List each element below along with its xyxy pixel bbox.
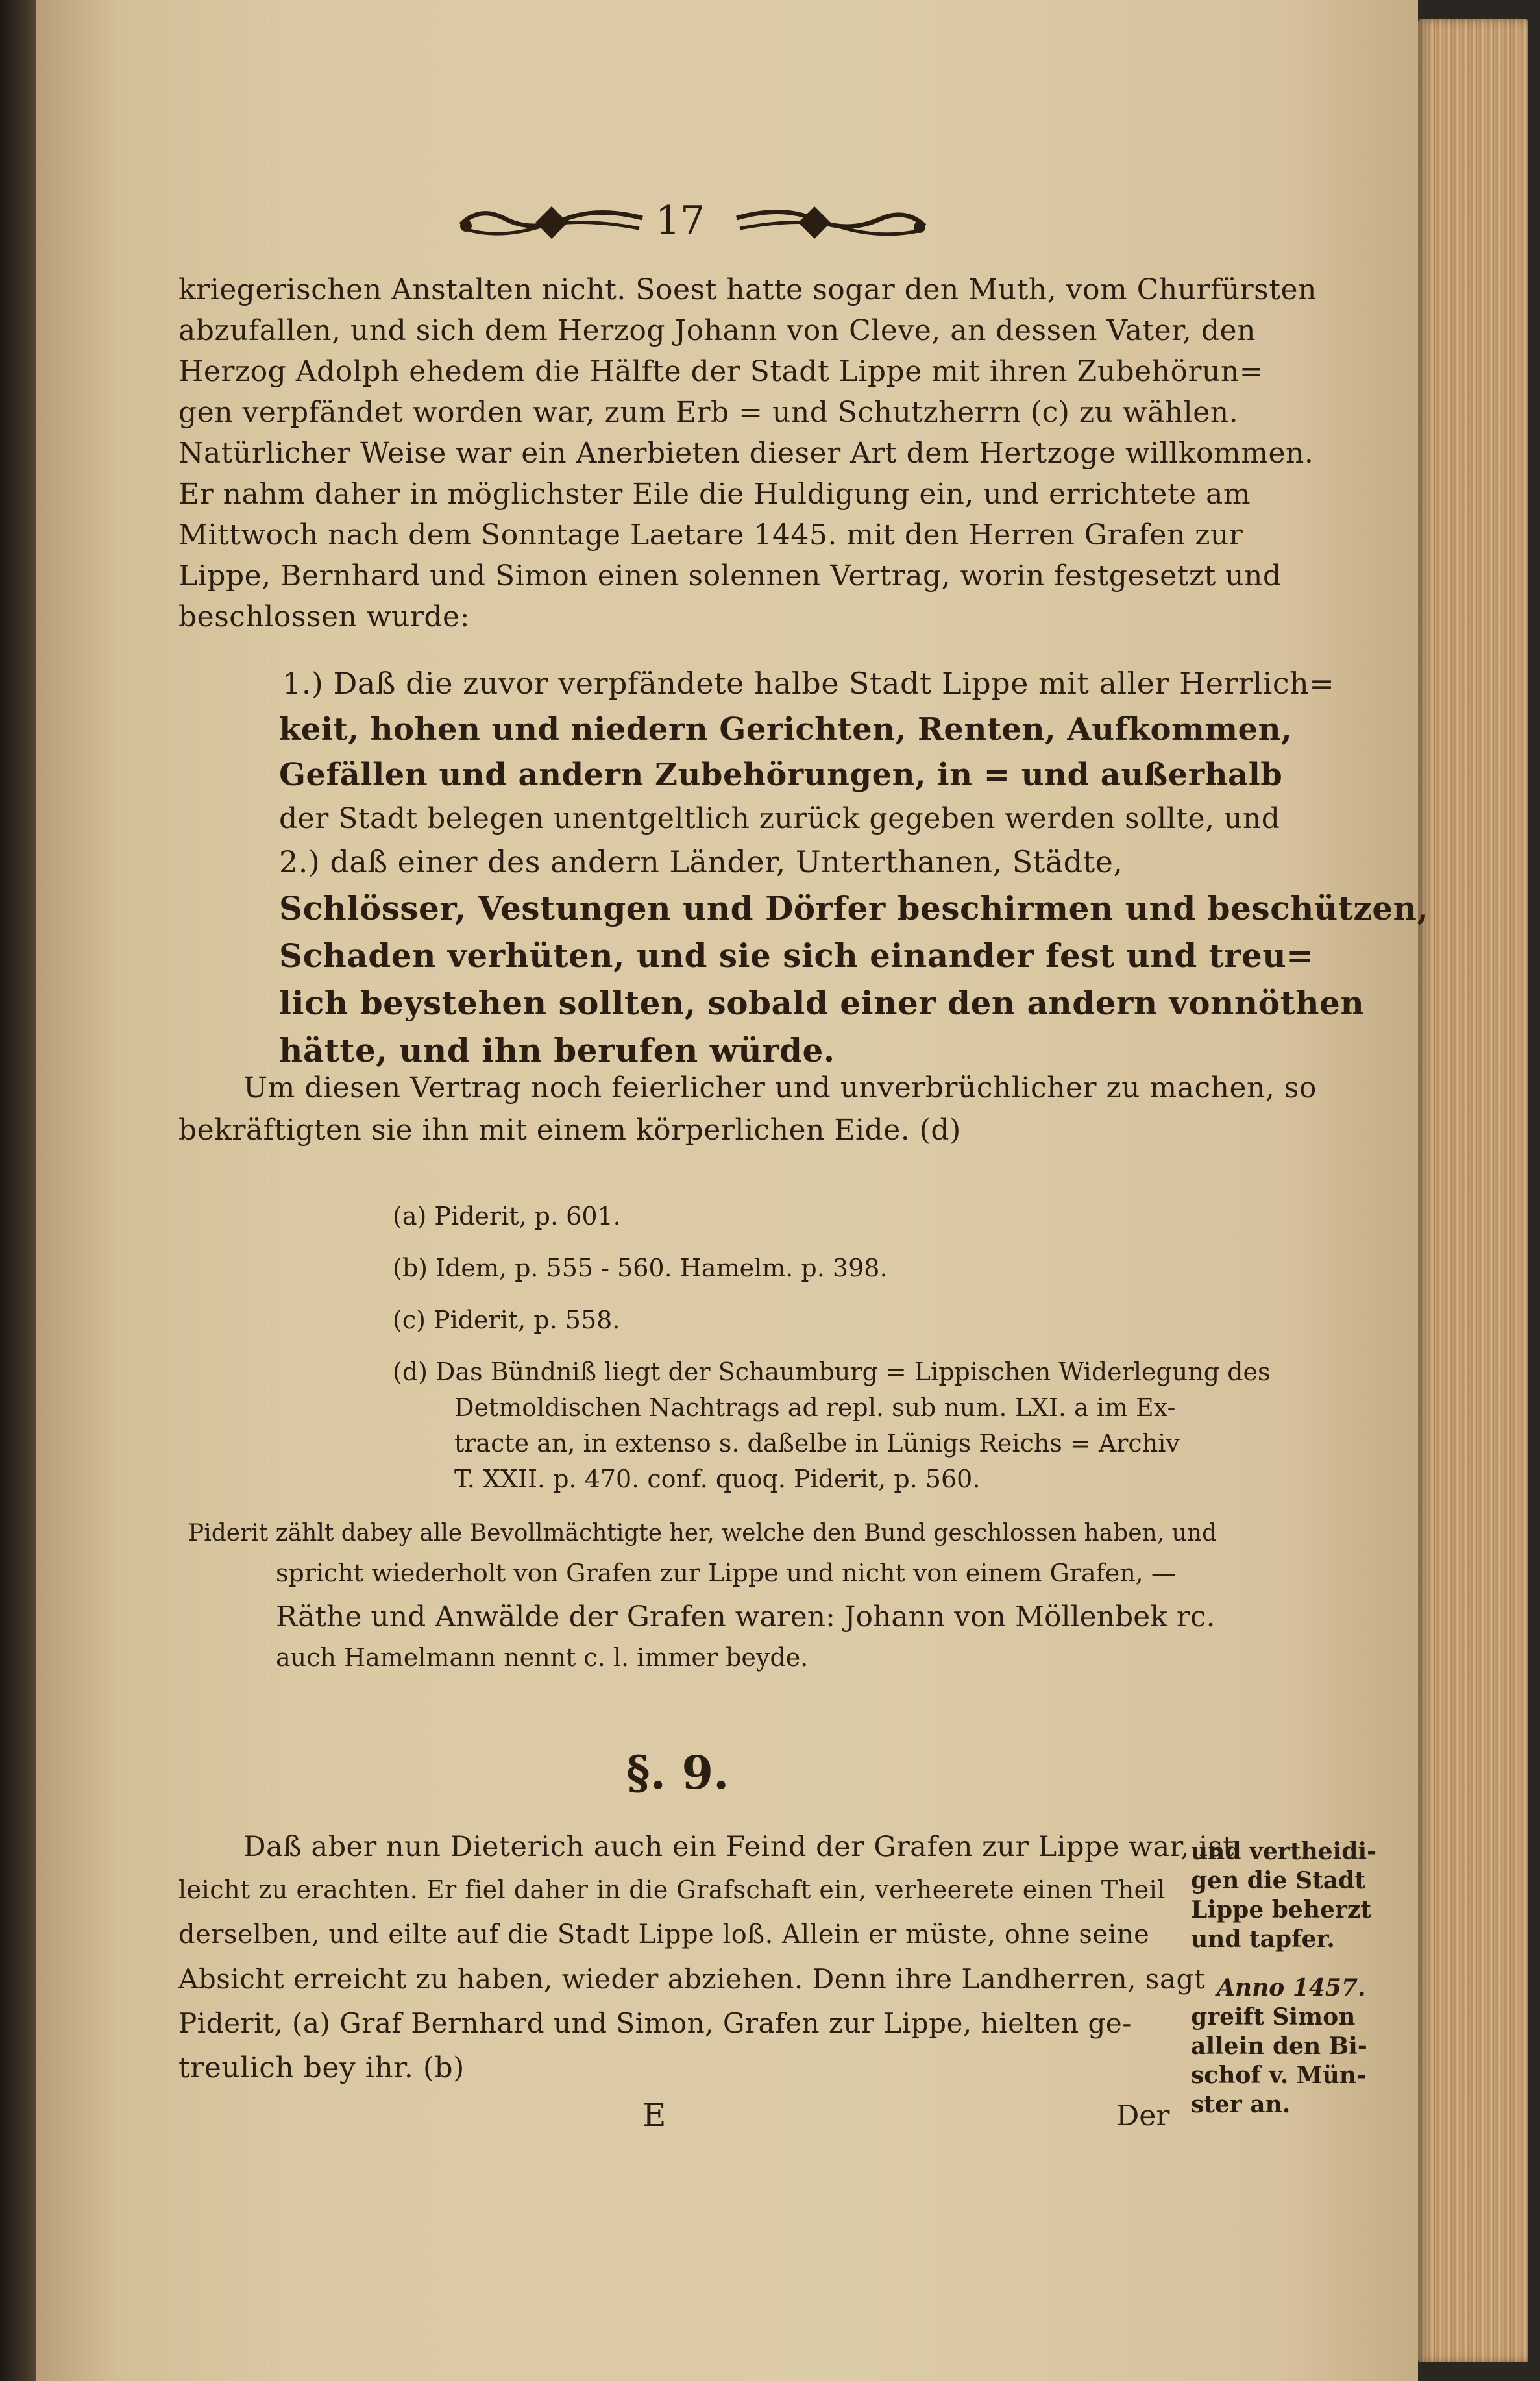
header-ornament-right — [730, 200, 931, 245]
main-text-line: beschlossen wurde: — [178, 600, 470, 633]
section-heading: §. 9. — [626, 1746, 729, 1800]
book-gutter — [0, 0, 39, 2381]
margin-note-line: und tapfer. — [1191, 1925, 1335, 1953]
section-text-line: leicht zu erachten. Er fiel daher in die Grafschaft ein, verheerete einen Theil — [178, 1875, 1166, 1904]
main-text-line: Natürlicher Weise war ein Anerbieten dieser Art dem Hertzoge willkommen. — [178, 437, 1314, 470]
closing-line: bekräftigten sie ihn mit einem körperlichen Eide. (d) — [178, 1114, 961, 1147]
main-text-line: Lippe, Bernhard und Simon einen solennen Vertrag, worin festgesetzt und — [178, 559, 1282, 592]
treaty-line: Gefällen und andern Zubehörungen, in = und außerhalb — [279, 757, 1283, 793]
margin-note-line: greift Simon — [1191, 2003, 1356, 2031]
note-line: Räthe und Anwälde der Grafen waren: Johann von Möllenbek rc. — [276, 1600, 1216, 1633]
page-number: 17 — [655, 198, 705, 243]
section-text-line: Absicht erreicht zu haben, wieder abziehen. Denn ihre Landherren, sagt — [178, 1963, 1206, 1995]
header-ornament-left — [454, 200, 649, 245]
footnote-d-cont: T. XXII. p. 470. conf. quoq. Piderit, p. 560. — [454, 1465, 981, 1493]
main-text-line: kriegerischen Anstalten nicht. Soest hatte sogar den Muth, vom Churfürsten — [178, 273, 1317, 306]
treaty-line: Schaden verhüten, und sie sich einander fest und treu= — [279, 936, 1314, 975]
note-line: auch Hamelmann nennt c. l. immer beyde. — [276, 1643, 809, 1672]
footnote-c: (c) Piderit, p. 558. — [393, 1306, 620, 1334]
section-text-line: Piderit, (a) Graf Bernhard und Simon, Grafen zur Lippe, hielten ge- — [178, 2007, 1132, 2039]
page-edges — [1418, 19, 1528, 2362]
section-text-line: Daß aber nun Dieterich auch ein Feind der Grafen zur Lippe war, ist — [243, 1831, 1234, 1863]
main-text-line: gen verpfändet worden war, zum Erb = und Schutzherrn (c) zu wählen. — [178, 396, 1239, 429]
catchword: Der — [1116, 2099, 1170, 2132]
margin-note-line: allein den Bi- — [1191, 2033, 1367, 2060]
footnote-a: (a) Piderit, p. 601. — [393, 1202, 621, 1230]
section-text-line: derselben, und eilte auf die Stadt Lippe loß. Allein er müste, ohne seine — [178, 1920, 1150, 1949]
closing-line: Um diesen Vertrag noch feierlicher und unverbrüchlicher zu machen, so — [243, 1071, 1317, 1105]
margin-note-line: ster an. — [1191, 2091, 1291, 2118]
margin-note-line: Anno 1457. — [1217, 1974, 1366, 2001]
footnote-d-cont: Detmoldischen Nachtrags ad repl. sub num. LXI. a im Ex- — [454, 1393, 1176, 1422]
signature-mark: E — [642, 2096, 666, 2134]
footnote-d: (d) Das Bündniß liegt der Schaumburg = Lippischen Widerlegung des — [393, 1358, 1271, 1386]
main-text-line: Herzog Adolph ehedem die Hälfte der Stadt Lippe mit ihren Zubehörun= — [178, 355, 1264, 388]
main-text-line: abzufallen, und sich dem Herzog Johann von Cleve, an dessen Vater, den — [178, 314, 1256, 347]
treaty-line: der Stadt belegen unentgeltlich zurück gegeben werden sollte, und — [279, 802, 1280, 835]
treaty-line: 1.) Daß die zuvor verpfändete halbe Stadt Lippe mit aller Herrlich= — [282, 666, 1335, 701]
footnote-d-cont: tracte an, in extenso s. daßelbe in Lünigs Reichs = Archiv — [454, 1429, 1180, 1458]
treaty-line: keit, hohen und niedern Gerichten, Renten, Aufkommen, — [279, 711, 1293, 748]
margin-note-line: gen die Stadt — [1191, 1867, 1365, 1894]
footnote-b: (b) Idem, p. 555 - 560. Hamelm. p. 398. — [393, 1254, 888, 1282]
section-text-line: treulich bey ihr. (b) — [178, 2051, 465, 2084]
treaty-line: 2.) daß einer des andern Länder, Unterthanen, Städte, — [279, 844, 1123, 879]
margin-note-line: Lippe beherzt — [1191, 1896, 1371, 1923]
note-line: spricht wiederholt von Grafen zur Lippe und nicht von einem Grafen, — — [276, 1559, 1176, 1587]
note-line: Piderit zählt dabey alle Bevollmächtigte her, welche den Bund geschlossen haben, und — [188, 1520, 1217, 1546]
margin-note-line: schof v. Mün- — [1191, 2062, 1366, 2089]
margin-note-line: und vertheidi- — [1191, 1838, 1377, 1865]
treaty-line: Schlösser, Vestungen und Dörfer beschirmen und beschützen, — [279, 889, 1429, 927]
main-text-line: Er nahm daher in möglichster Eile die Huldigung ein, und errichtete am — [178, 478, 1251, 511]
treaty-line: lich beystehen sollten, sobald einer den andern vonnöthen — [279, 984, 1365, 1022]
treaty-line: hätte, und ihn berufen würde. — [279, 1031, 835, 1069]
main-text-line: Mittwoch nach dem Sonntage Laetare 1445. mit den Herren Grafen zur — [178, 519, 1243, 552]
